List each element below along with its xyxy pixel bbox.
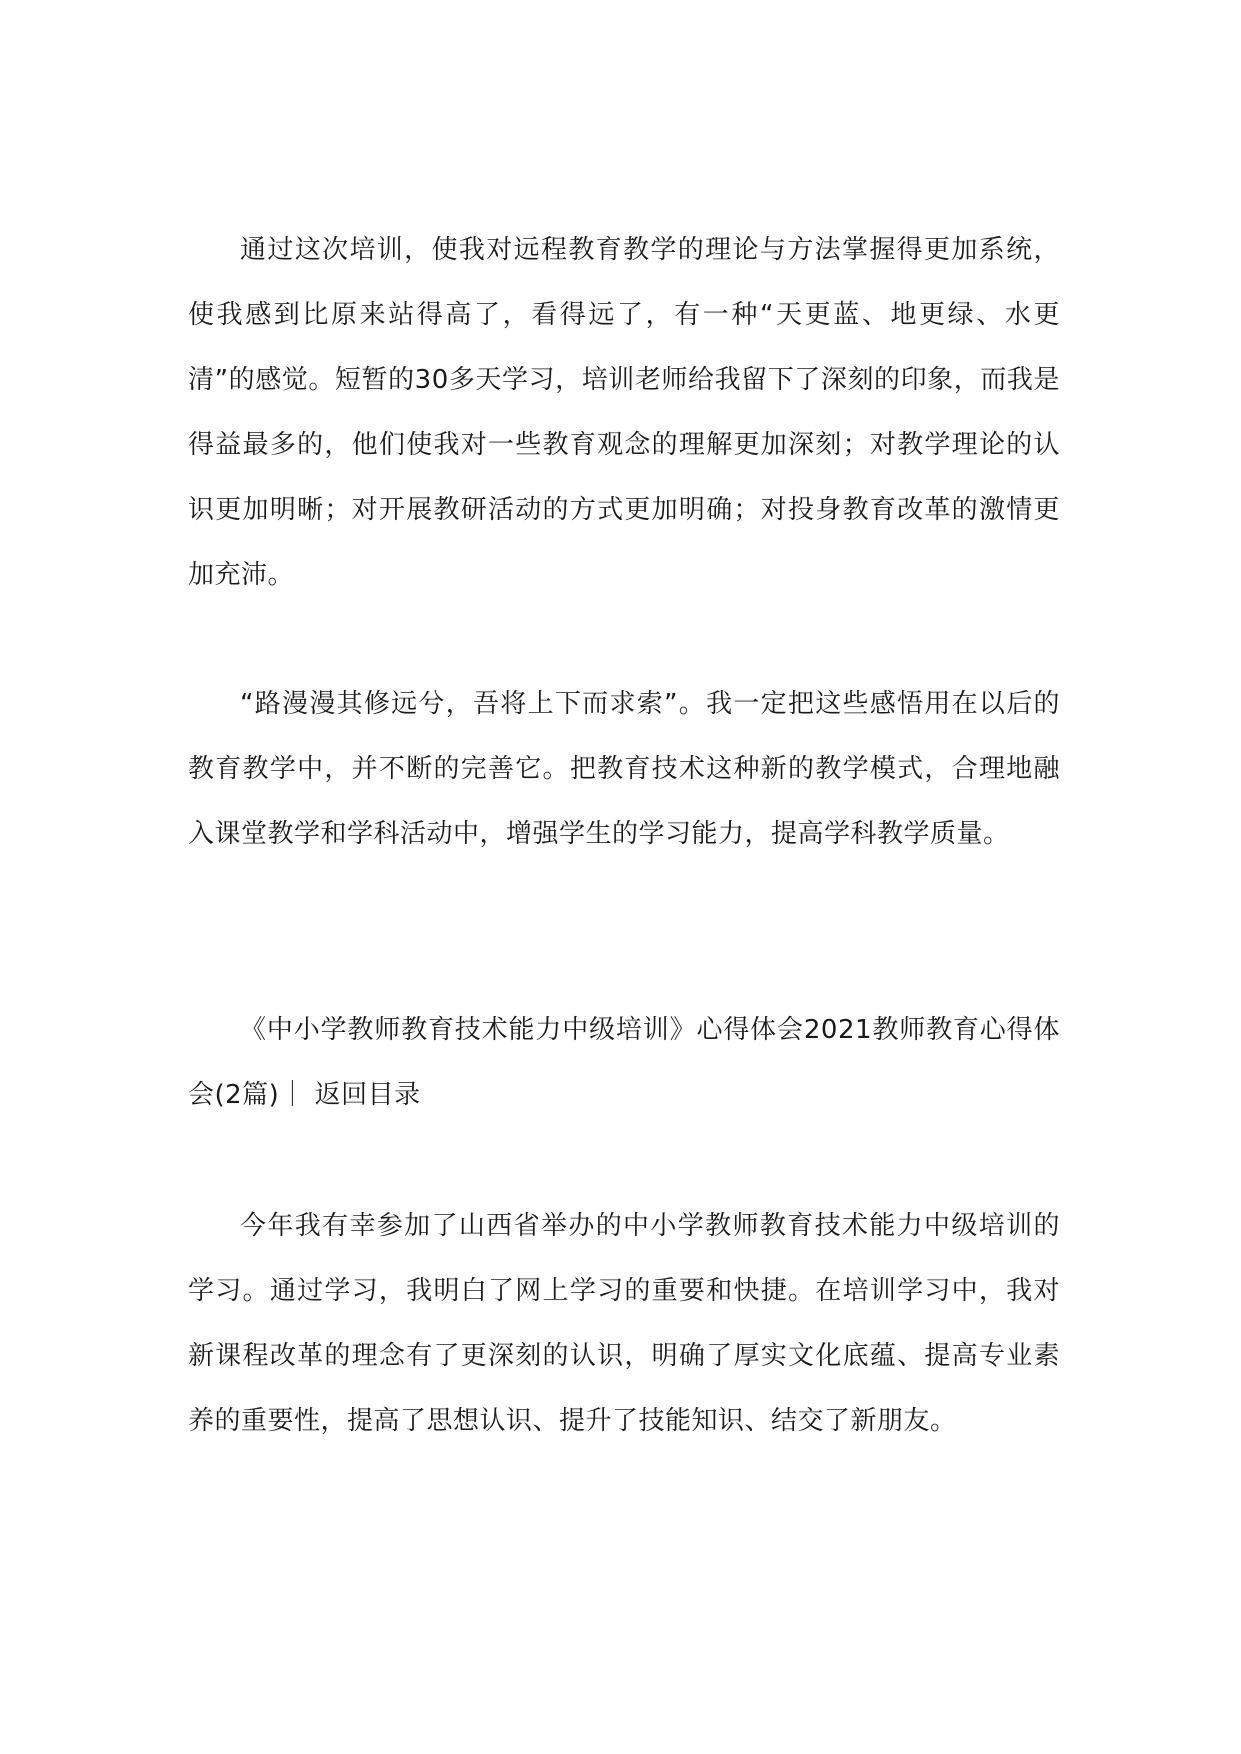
paragraph-shanxi-training: 今年我有幸参加了山西省举办的中小学教师教育技术能力中级培训的学习。通过学习，我明白了网上学习的重要和快捷。在培训学习中，我对新课程改革的理念有了更深刻的认识，明确了厚实文化底蕴、提高专业素养的重要性，提高了思想认识、提升了技能知识、结交了新朋友。 (188, 1211, 1060, 1436)
paragraph-section-title: 《中小学教师教育技术能力中级培训》心得体会2021教师教育心得体会(2篇)｜ 返回目录 (188, 1015, 1060, 1110)
paragraph-quote-resolution: “路漫漫其修远兮，吾将上下而求索”。我一定把这些感悟用在以后的教育教学中，并不断的完善它。把教育技术这种新的教学模式，合理地融入课堂教学和学科活动中，增强学生的学习能力，提高学科教学质量。 (188, 689, 1060, 849)
paragraph-training-reflection: 通过这次培训，使我对远程教育教学的理论与方法掌握得更加系统，使我感到比原来站得高了，看得远了，有一种“天更蓝、地更绿、水更清”的感觉。短暂的30多天学习，培训老师给我留下了深刻的印象，而我是得益最多的，他们使我对一些教育观念的理解更加深刻；对教学理论的认识更加明晰；对开展教研活动的方式更加明确；对投身教育改革的激情更加充沛。 (188, 235, 1060, 590)
